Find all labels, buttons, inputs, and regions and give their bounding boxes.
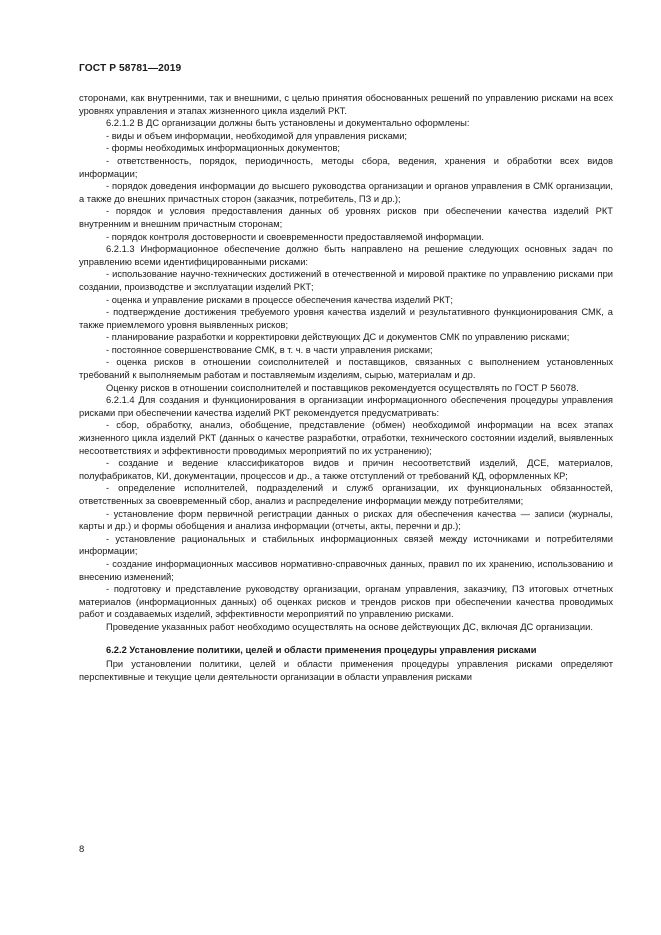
list-item: - создание и ведение классификаторов видов и причин несоответствий изделий, ДСЕ, материалов, полуфабрикатов, КИ, документации, процессов и др., а также отступлений от требований КД, оформленных КР;	[79, 458, 613, 481]
list-item: - подготовку и представление руководству организации, органам управления, заказчику, ПЗ итоговых отчетных материалов (информационных данных) об оценках рисков и трендов рисков при обеспечении качества проводимых работ и создаваемых изделий, эффективности мероприятий по управлению рисками.	[79, 584, 613, 620]
paragraph: Проведение указанных работ необходимо осуществлять на основе действующих ДС, включая ДС организации.	[106, 621, 593, 632]
list-item: - определение исполнителей, подразделений и служб организации, их функциональных обязанностей, ответственных за своевременный сбор, анализ и распределение информации между потребителями;	[79, 483, 613, 506]
clause-6-2-1-2: 6.2.1.2 В ДС организации должны быть установлены и документально оформлены:	[106, 118, 470, 129]
list-item: - установление форм первичной регистрации данных о рисках для обеспечения качества — записи (журналы, карты и др.) и формы обобщения и анализа информации (отчеты, акты, перечни и др.);	[79, 508, 613, 532]
page-number: 8	[79, 844, 85, 855]
list-item: - оценка рисков в отношении соисполнителей и поставщиков, связанных с выполнением установленных требований к выполняемым работам и поставляемым изделиям, сырью, материалам и др.	[79, 357, 613, 381]
clause-6-2-1-4: 6.2.1.4 Для создания и функционирования в организации информационного обеспечения процедуры управления рисками при обеспечении качества изделий РКТ рекомендуется предусматривать:	[79, 395, 613, 418]
list-item: - сбор, обработку, анализ, обобщение, представление (обмен) необходимой информации на всех этапах жизненного цикла изделий РКТ (данных о качестве разработки, отработки, технического состоянии изделий, выявленных несоответствиях и эффективности проводимых мероприятий по их устранению);	[79, 420, 613, 456]
paragraph: Оценку рисков в отношении соисполнителей и поставщиков рекомендуется осуществлять по ГОСТ Р 56078.	[106, 382, 579, 393]
paragraph: При установлении политики, целей и области применения процедуры управления рисками определяют перспективные и текущие цели деятельности организации в области управления рисками	[79, 659, 613, 682]
list-item: - порядок контроля достоверности и своевременности предоставляемой информации.	[106, 231, 484, 242]
paragraph: сторонами, как внутренними, так и внешними, с целью принятия обоснованных решений по управлению рисками на всех уровнях управления и этапах жизненного цикла изделий РКТ.	[79, 93, 613, 116]
list-item: - порядок и условия предоставления данных об уровнях рисков при обеспечении качества изделий РКТ внутренним и внешним причастным сторонам;	[79, 206, 613, 229]
list-item: - порядок доведения информации до высшего руководства организации и органов управления в СМК организации, а также до внешних причастных сторон (заказчик, потребитель, ПЗ и др.);	[79, 181, 613, 204]
list-item: - оценка и управление рисками в процессе обеспечения качества изделий РКТ;	[106, 294, 453, 305]
list-item: - планирование разработки и корректировки действующих ДС и документов СМК по управлению рисками;	[106, 332, 570, 343]
list-item: - формы необходимых информационных документов;	[106, 143, 341, 154]
list-item: - ответственность, порядок, периодичность, методы сбора, ведения, хранения и обработки всех видов информации;	[79, 155, 613, 179]
list-item: - подтверждение достижения требуемого уровня качества изделий и результативного функционирования СМК, а также приемлемого уровня выявленных рисков;	[79, 307, 613, 330]
list-item: - виды и объем информации, необходимой для управления рисками;	[106, 130, 408, 141]
document-body	[79, 92, 613, 683]
document-code-header: ГОСТ Р 58781—2019	[79, 63, 182, 74]
list-item: - создание информационных массивов нормативно-справочных данных, правил по их хранению, использованию и внесению изменений;	[79, 558, 613, 582]
list-item: - постоянное совершенствование СМК, в т. ч. в части управления рисками;	[106, 344, 433, 355]
section-heading-6-2-2: 6.2.2 Установление политики, целей и области применения процедуры управления рисками	[106, 644, 537, 655]
clause-6-2-1-3: 6.2.1.3 Информационное обеспечение должно быть направлено на решение следующих основных задач по управлению всеми идентифицированными рисками:	[79, 244, 613, 267]
list-item: - установление рациональных и стабильных информационных связей между источниками и потребителями информации;	[79, 533, 613, 557]
list-item: - использование научно-технических достижений в отечественной и мировой практике по управлению рисками при создании, производстве и эксплуатации изделий РКТ;	[79, 269, 613, 292]
